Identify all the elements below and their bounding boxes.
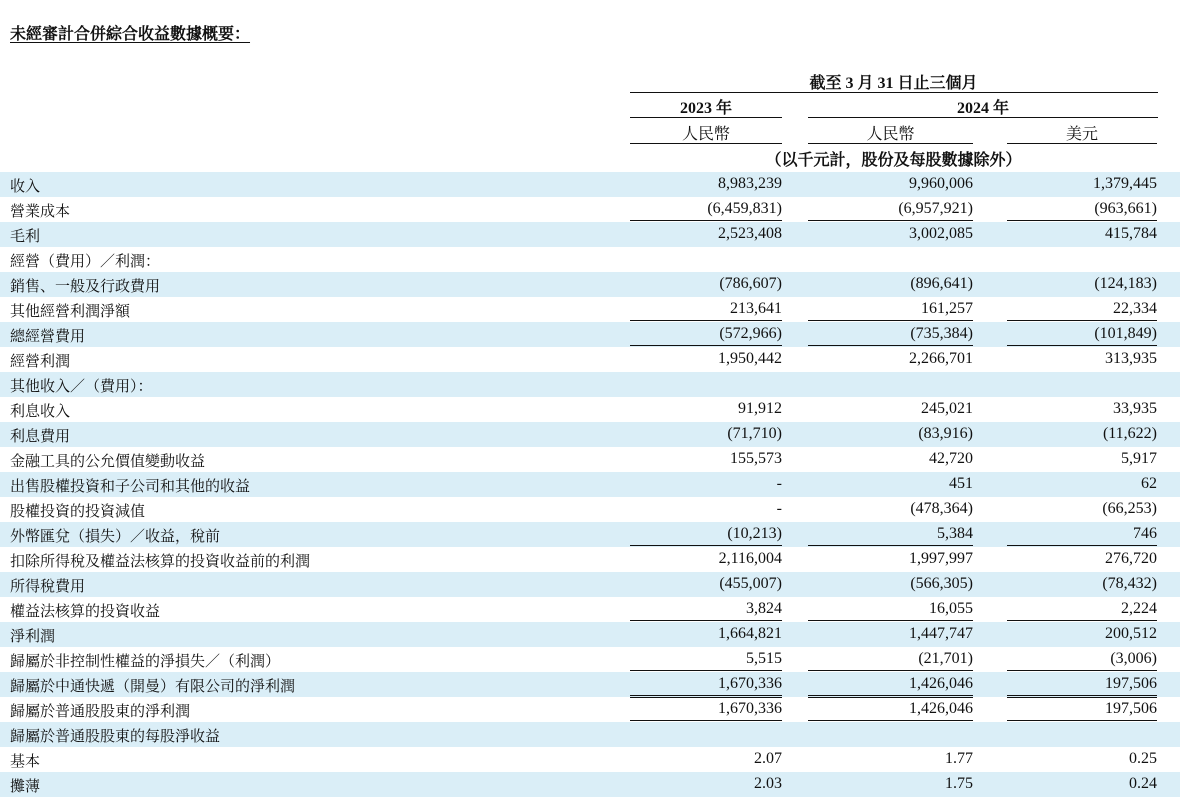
value-2024-usd: 200,512 (1105, 625, 1157, 642)
table-row (0, 422, 1180, 447)
row-label: 股權投資的投資減值 (10, 502, 146, 520)
value-2024-rmb: (896,641) (910, 275, 973, 292)
table-row (0, 372, 1180, 397)
row-label: 歸屬於普通股股東的淨利潤 (10, 702, 191, 720)
value-2024-rmb: 1.75 (945, 775, 973, 792)
table-row (0, 272, 1180, 297)
value-2024-rmb: (735,384) (910, 325, 973, 342)
value-2024-usd: 0.24 (1129, 775, 1157, 792)
value-2023-rmb: 1,950,442 (718, 350, 782, 367)
subtotal-rule (808, 545, 973, 546)
value-2023-rmb: (10,213) (727, 525, 782, 542)
table-row (0, 447, 1180, 472)
row-label: 歸屬於非控制性權益的淨損失／（利潤） (10, 652, 281, 670)
row-label: 總經營費用 (10, 327, 86, 345)
table-row (0, 322, 1180, 347)
year-2024-rule (808, 117, 1158, 118)
value-2024-usd: 5,917 (1121, 450, 1157, 467)
value-2024-rmb: 1,426,046 (909, 700, 973, 717)
currency-usd-header: 美元 (1065, 126, 1098, 143)
value-2024-rmb: (566,305) (910, 575, 973, 592)
table-row (0, 222, 1180, 247)
value-2023-rmb: (786,607) (719, 275, 782, 292)
table-row (0, 397, 1180, 422)
value-2023-rmb: 1,670,336 (718, 675, 782, 692)
value-2024-usd: (124,183) (1094, 275, 1157, 292)
value-2024-usd: 0.25 (1129, 750, 1157, 767)
table-row (0, 672, 1180, 697)
value-2024-usd: 2,224 (1121, 600, 1157, 617)
year-2023-header: 2023 年 (679, 100, 732, 117)
value-2024-usd: 62 (1141, 475, 1157, 492)
table-row (0, 297, 1180, 322)
currency-rmb-2024-header: 人民幣 (866, 126, 915, 143)
value-2024-usd: 197,506 (1105, 700, 1157, 717)
subtotal-rule (630, 670, 782, 671)
currency-usd-rule (1007, 143, 1157, 144)
table-row (0, 522, 1180, 547)
currency-rmb-2024-rule (808, 143, 973, 144)
value-2023-rmb: 1,670,336 (718, 700, 782, 717)
value-2024-rmb: 245,021 (921, 400, 973, 417)
value-2024-rmb: 16,055 (929, 600, 973, 617)
value-2024-rmb: (83,916) (918, 425, 973, 442)
value-2023-rmb: 91,912 (738, 400, 782, 417)
period-header: 截至 3 月 31 日止三個月 (809, 75, 978, 92)
table-row (0, 597, 1180, 622)
subtotal-rule (808, 320, 973, 321)
document-title: 未經審計合併綜合收益數據概要： (10, 26, 251, 43)
value-2023-rmb: 3,824 (746, 600, 782, 617)
value-2024-rmb: 9,960,006 (909, 175, 973, 192)
year-2024-header: 2024 年 (956, 100, 1009, 117)
value-2024-usd: 1,379,445 (1093, 175, 1157, 192)
table-row (0, 197, 1180, 222)
value-2023-rmb: (71,710) (727, 425, 782, 442)
value-2023-rmb: 2,523,408 (718, 225, 782, 242)
subtotal-rule (1007, 345, 1157, 346)
value-2023-rmb: (572,966) (719, 325, 782, 342)
value-2024-usd: 22,334 (1113, 300, 1157, 317)
value-2024-usd: 197,506 (1105, 675, 1157, 692)
value-2024-rmb: 42,720 (929, 450, 973, 467)
subtotal-rule (1007, 620, 1157, 621)
value-2024-rmb: 3,002,085 (909, 225, 973, 242)
subtotal-rule (808, 220, 973, 221)
value-2023-rmb: 213,641 (730, 300, 782, 317)
row-label: 外幣匯兌（損失）／收益，稅前 (10, 527, 221, 545)
unit-note: （以千元計，股份及每股數據除外） (765, 152, 1022, 169)
currency-rmb-2023-header: 人民幣 (681, 126, 730, 143)
value-2024-usd: (3,006) (1110, 650, 1157, 667)
value-2024-rmb: 1,426,046 (909, 675, 973, 692)
value-2024-rmb: 451 (949, 475, 973, 492)
row-label: 權益法核算的投資收益 (10, 602, 161, 620)
row-label: 扣除所得稅及權益法核算的投資收益前的利潤 (10, 552, 311, 570)
value-2024-usd: (963,661) (1094, 200, 1157, 217)
row-label: 出售股權投資和子公司和其他的收益 (10, 477, 251, 495)
table-row (0, 647, 1180, 672)
value-2024-usd: (78,432) (1102, 575, 1157, 592)
table-row (0, 347, 1180, 372)
value-2023-rmb: (6,459,831) (707, 200, 782, 217)
year-2023-rule (630, 117, 782, 118)
table-row (0, 472, 1180, 497)
row-label: 歸屬於中通快遞（開曼）有限公司的淨利潤 (10, 677, 296, 695)
row-label: 毛利 (10, 227, 41, 245)
value-2023-rmb: 2.07 (754, 750, 782, 767)
subtotal-rule (1007, 220, 1157, 221)
row-label: 營業成本 (10, 202, 71, 220)
value-2024-usd: 313,935 (1105, 350, 1157, 367)
subtotal-rule (630, 320, 782, 321)
value-2023-rmb: (455,007) (719, 575, 782, 592)
value-2023-rmb: 1,664,821 (718, 625, 782, 642)
subtotal-rule (630, 620, 782, 621)
row-label: 金融工具的公允價值變動收益 (10, 452, 206, 470)
row-label: 基本 (10, 752, 41, 770)
value-2024-usd: 276,720 (1105, 550, 1157, 567)
table-row (0, 747, 1180, 772)
table-row (0, 547, 1180, 572)
subtotal-rule (1007, 320, 1157, 321)
period-header-rule (630, 92, 1158, 93)
subtotal-rule (808, 620, 973, 621)
value-2024-rmb: 2,266,701 (909, 350, 973, 367)
value-2024-rmb: 161,257 (921, 300, 973, 317)
table-row (0, 772, 1180, 797)
subtotal-rule (630, 345, 782, 346)
value-2024-usd: 415,784 (1105, 225, 1157, 242)
value-2024-usd: (101,849) (1094, 325, 1157, 342)
subtotal-rule (630, 545, 782, 546)
subtotal-rule (1007, 670, 1157, 671)
value-2023-rmb: 5,515 (746, 650, 782, 667)
value-2024-usd: 33,935 (1113, 400, 1157, 417)
row-label: 收入 (10, 177, 41, 195)
value-2023-rmb: 155,573 (730, 450, 782, 467)
subtotal-rule (808, 345, 973, 346)
row-label: 攤薄 (10, 777, 41, 795)
row-label: 其他經營利潤淨額 (10, 302, 131, 320)
row-label: 利息收入 (10, 402, 71, 420)
subtotal-rule (1007, 545, 1157, 546)
row-label: 其他收入／（費用）： (10, 377, 153, 395)
value-2024-rmb: (478,364) (910, 500, 973, 517)
table-row (0, 722, 1180, 747)
table-row (0, 172, 1180, 197)
table-row (0, 247, 1180, 272)
value-2024-rmb: 1,997,997 (909, 550, 973, 567)
table-row (0, 697, 1180, 722)
value-2024-usd: 746 (1133, 525, 1157, 542)
value-2024-rmb: 5,384 (937, 525, 973, 542)
table-row (0, 572, 1180, 597)
row-label: 經營（費用）／利潤： (10, 252, 161, 270)
currency-rmb-2023-rule (630, 143, 782, 144)
value-2024-rmb: (21,701) (918, 650, 973, 667)
value-2023-rmb: 8,983,239 (718, 175, 782, 192)
row-label: 所得稅費用 (10, 577, 86, 595)
value-2023-rmb: 2.03 (754, 775, 782, 792)
value-2023-rmb: - (776, 475, 782, 492)
subtotal-rule (630, 220, 782, 221)
row-label: 歸屬於普通股股東的每股淨收益 (10, 727, 221, 745)
row-label: 淨利潤 (10, 627, 56, 645)
value-2024-usd: (11,622) (1102, 425, 1157, 442)
subtotal-rule (808, 670, 973, 671)
row-label: 銷售、一般及行政費用 (10, 277, 161, 295)
value-2023-rmb: 2,116,004 (718, 550, 782, 567)
table-row (0, 622, 1180, 647)
row-label: 經營利潤 (10, 352, 71, 370)
table-row (0, 497, 1180, 522)
row-label: 利息費用 (10, 427, 71, 445)
value-2024-rmb: 1,447,747 (909, 625, 973, 642)
income-table-body (0, 172, 1180, 797)
value-2024-rmb: 1.77 (945, 750, 973, 767)
value-2024-usd: (66,253) (1102, 500, 1157, 517)
value-2023-rmb: - (776, 500, 782, 517)
value-2024-rmb: (6,957,921) (898, 200, 973, 217)
